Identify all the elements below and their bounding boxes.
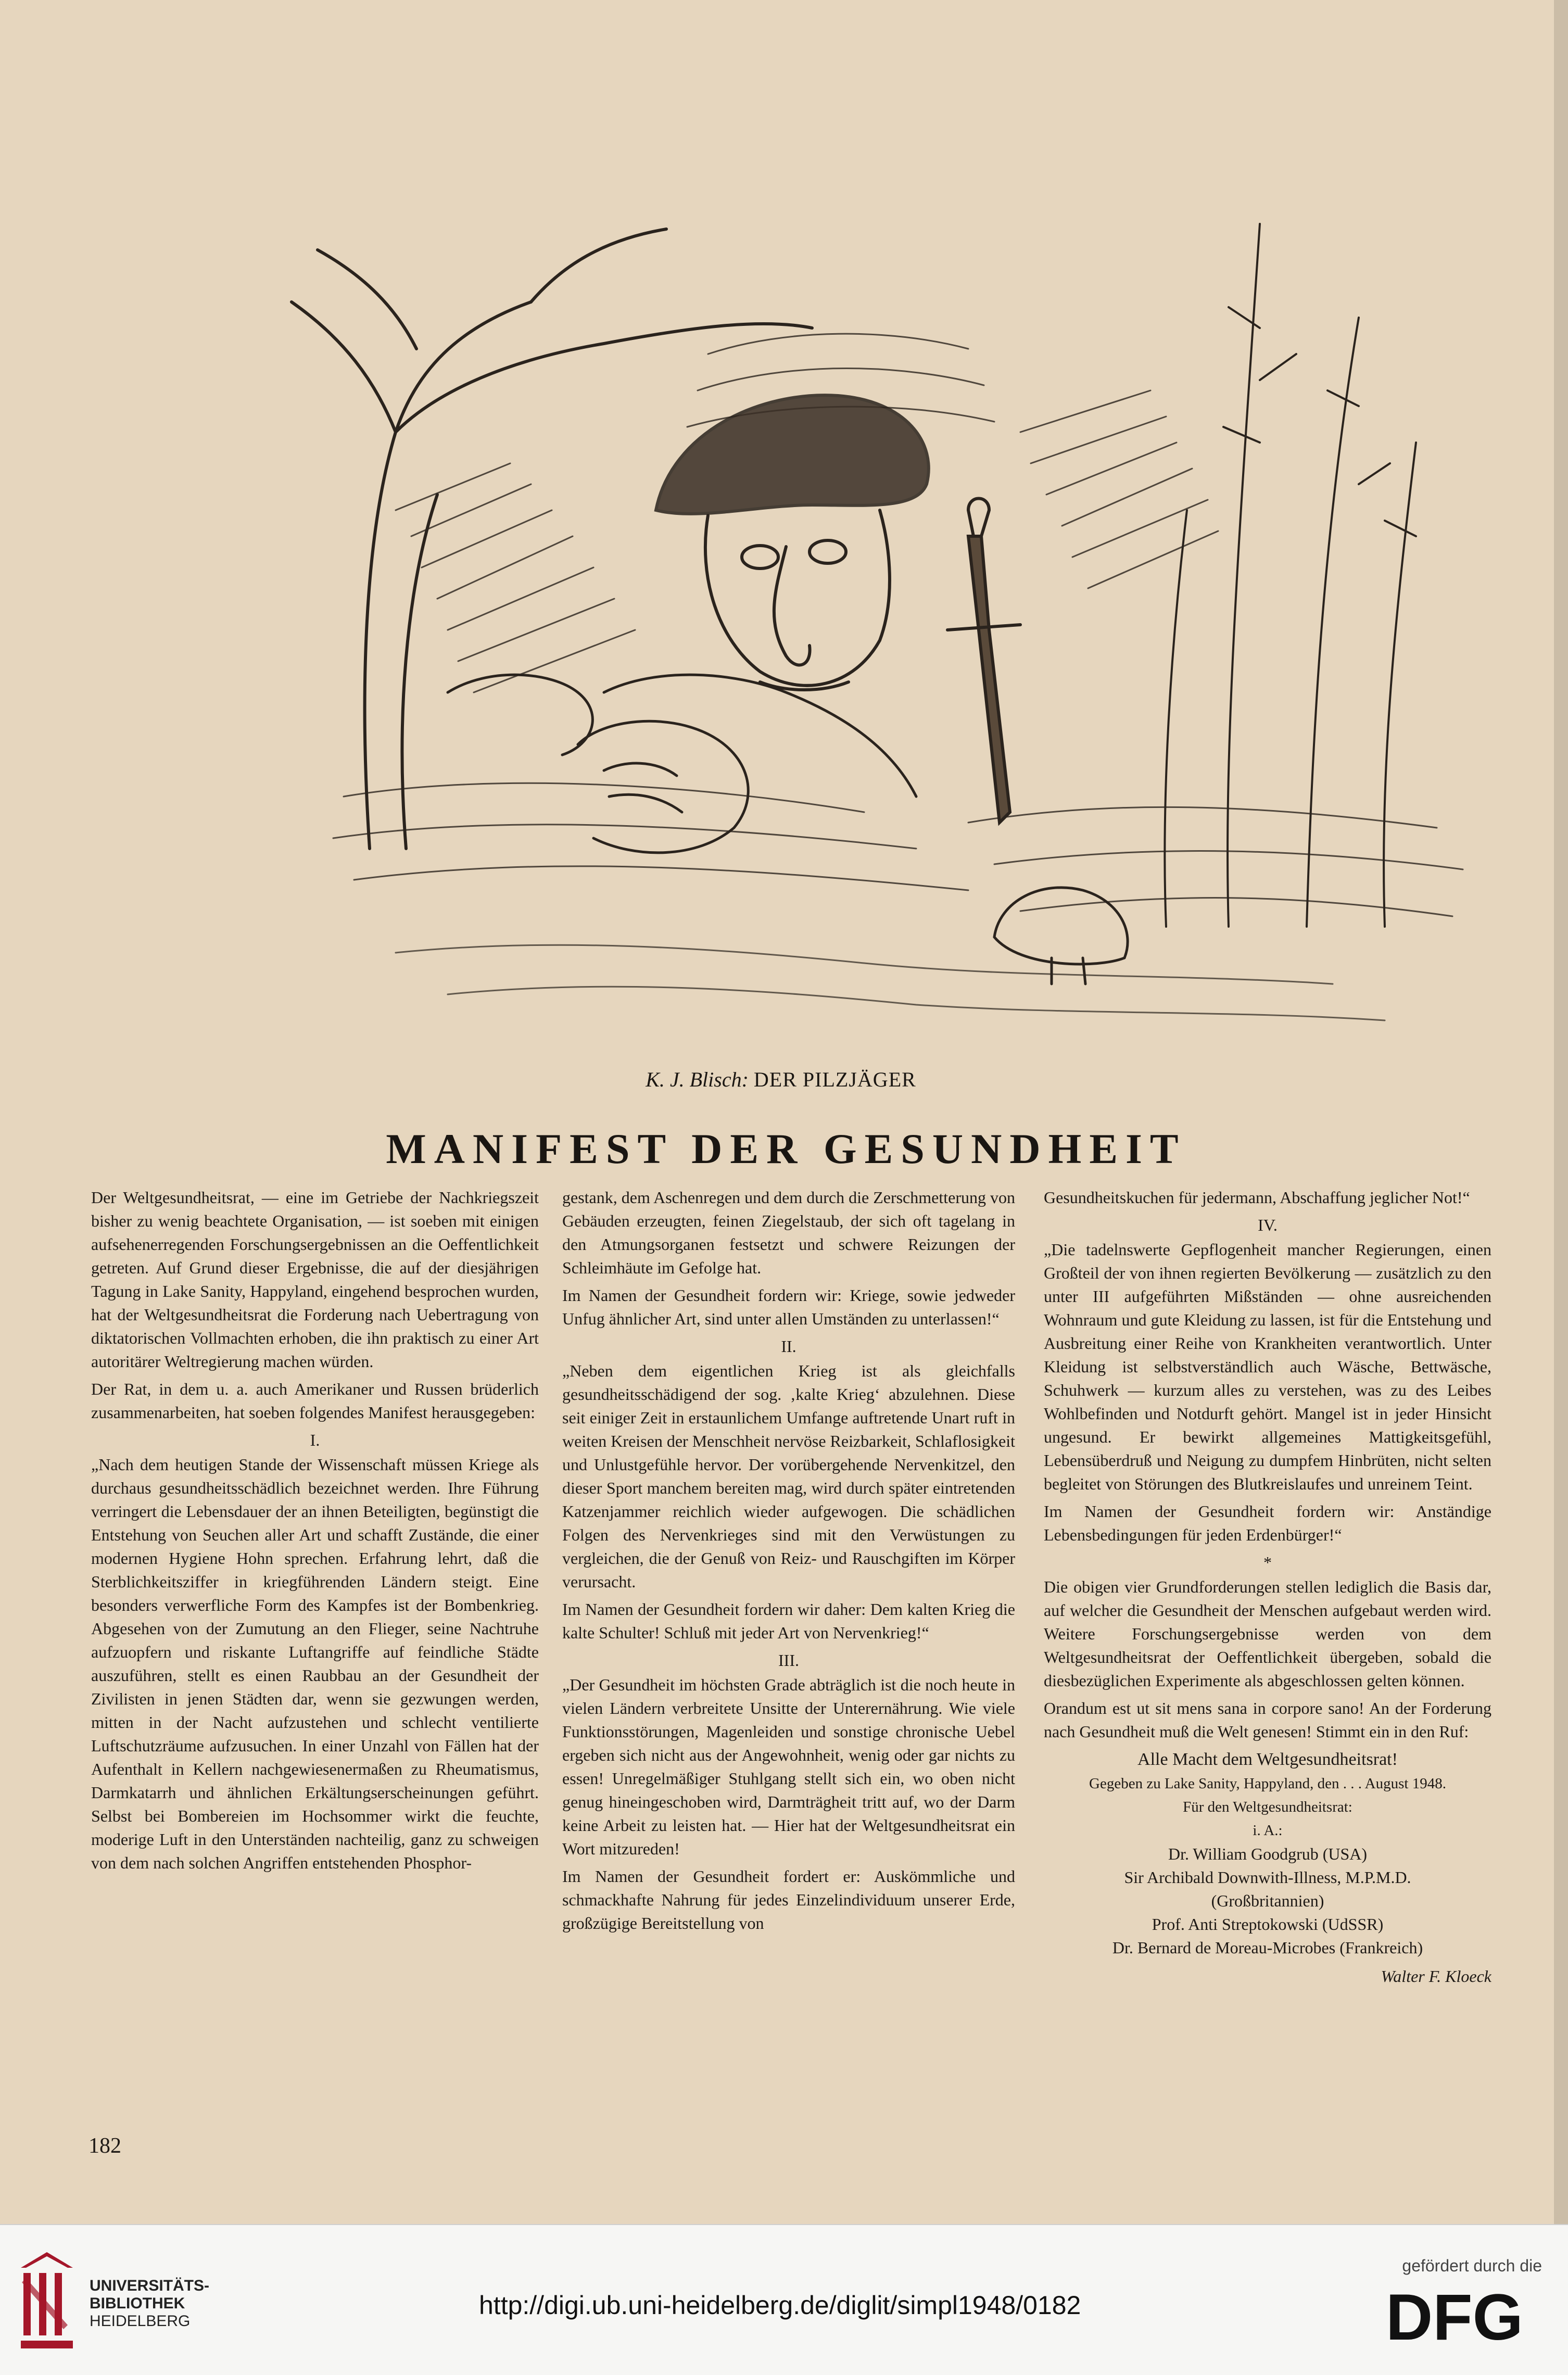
caption-title: DER PILZJÄGER	[753, 1068, 916, 1091]
section-2-text: „Neben dem eigentlichen Krieg ist als gleichfalls gesundheitsschädigend der sog. ‚kalte Krieg‘ abzulehnen. Diese seit einiger Zeit in erstaunlichem Umfange auftretende Unart ruft in weiten Kreisen der Menschheit nervöse Reizbarkeit, Schlaflosigkeit und Unlustgefühle hervor. Der vorübergehende Nervenkitzel, den dieser Sport manchem bereiten mag, wird durch später eintretenden Katzenjammer reichlich wieder aufgewogen. Die schädlichen Folgen des Nervenkrieges sind mit den Verwüstungen zu vergleichen, die der Genuß von Reiz- und Rauschgiften im Körper verursacht.	[562, 1361, 1015, 1591]
illustration-pilzjaeger	[239, 172, 1499, 1057]
university-library-logo-icon	[16, 2247, 78, 2356]
page-number: 182	[88, 2134, 121, 2158]
for-council-line: Für den Weltgesundheitsrat:	[1183, 1799, 1352, 1815]
section-1-demand: Im Namen der Gesundheit fordern wir: Kriege, sowie jedweder Unfug ähnlicher Art, sind unter allen Umständen zu unterlassen!“	[562, 1286, 1015, 1328]
library-name	[90, 2277, 209, 2330]
section-3-continuation: Gesundheitskuchen für jedermann, Abschaffung jeglicher Not!“	[1044, 1188, 1470, 1207]
slogan: Alle Macht dem Weltgesundheitsrat!	[1137, 1750, 1398, 1769]
dfg-logo-icon	[1386, 2285, 1542, 2347]
signatory-3: Prof. Anti Streptokowski (UdSSR)	[1152, 1915, 1384, 1934]
signatory-4: Dr. Bernard de Moreau-Microbes (Frankreich)	[1112, 1938, 1423, 1957]
section-2-demand: Im Namen der Gesundheit fordern wir daher: Dem kalten Krieg die kalte Schulter! Schluß mit jeder Art von Nervenkrieg!“	[562, 1600, 1015, 1642]
intro-paragraph-2: Der Rat, in dem u. a. auch Amerikaner und Russen brüderlich zusammenarbeiten, hat soeben folgendes Manifest herausgegeben:	[91, 1380, 539, 1422]
signatory-2-country: (Großbritannien)	[1211, 1891, 1324, 1910]
section-4-demand: Im Namen der Gesundheit fordern wir: Anständige Lebensbedingungen für jeden Erdenbürger!“	[1044, 1502, 1491, 1544]
signatory-2: Sir Archibald Downwith-Illness, M.P.M.D.	[1124, 1868, 1411, 1887]
permalink-url[interactable]: http://digi.ub.uni-heidelberg.de/diglit/simpl1948/0182	[479, 2291, 1081, 2320]
library-name-line-3: HEIDELBERG	[90, 2313, 191, 2330]
illustration-caption	[521, 1067, 1041, 1092]
caption-artist: K. J. Blisch:	[646, 1068, 749, 1091]
intro-paragraph-1: Der Weltgesundheitsrat, — eine im Getriebe der Nachkriegszeit bisher zu wenig beachtete Organisation, — ist soeben mit einigen aufsehenerregenden Forschungsergebnissen an die Oeffentlichkeit getreten. Auf Grund dieser Ergebnisse, die auf der diesjährigen Tagung in Lake Sanity, Happyland, eingehend besprochen wurden, hat der Weltgesundheitsrat die Forderung nach Uebertragung von diktatorischen Vollmachten erhoben, die ihn praktisch zu einer Art autoritärer Weltregierung machen würden.	[91, 1188, 539, 1371]
library-name-line-2: BIBLIOTHEK	[90, 2295, 185, 2312]
given-at-line: Gegeben zu Lake Sanity, Happyland, den . . . August 1948.	[1089, 1775, 1446, 1792]
section-heading-1: I.	[310, 1431, 320, 1449]
text-column-2	[562, 1186, 1015, 2100]
section-heading-4: IV.	[1258, 1216, 1278, 1234]
section-1-continuation: gestank, dem Aschenregen und dem durch die Zerschmetterung von Gebäuden erzeugten, feinen Ziegelstaub, der sich oft tagelang in den Atmungsorganen festsetzt und schwere Reizungen der Schleimhäute im Gefolge hat.	[562, 1188, 1015, 1277]
viewer-footer	[0, 2224, 1568, 2375]
section-3-text: „Der Gesundheit im höchsten Grade abträglich ist die noch heute in vielen Ländern verbreitete Unsitte der Unterernährung. Wie viele Funktionsstörungen, Magenleiden und sonstige chronische Uebel ergeben sich nicht aus der Angewohnheit, wenig oder gar nichts zu essen! Unregelmäßiger Stuhlgang stellt sich ein, wo oben nicht genug hineingeschoben wird, Darmträgheit tritt auf, wo der Darm keine Arbeit zu leisten hat. — Hier hat der Weltgesundheitsrat ein Wort mitzureden!	[562, 1675, 1015, 1858]
article-headline: MANIFEST DER GESUNDHEIT	[386, 1125, 1186, 1172]
funded-by-label: gefördert durch die	[1402, 2256, 1542, 2275]
asterisk-separator: *	[1263, 1553, 1272, 1572]
signatory-1: Dr. William Goodgrub (USA)	[1168, 1845, 1368, 1863]
author-signature: Walter F. Kloeck	[1381, 1967, 1491, 1986]
section-4-text: „Die tadelnswerte Gepflogenheit mancher Regierungen, einen Großteil der von ihnen regierten Bevölkerung — zusätzlich zu den unter III aufgeführten Mißständen — ohne ausreichenden Wohnraum und gute Kleidung zu lassen, ist für die Entstehung und Ausbreitung einer Reihe von Krankheiten verantwortlich. Unter Kleidung ist selbstverständlich auch Wäsche, Bettwäsche, Schuhwerk — kurzum alles zu verstehen, was zu des Leibes Wohlbefinden und Notdurft gehört. Mangel ist in jeder Hinsicht ungesund. Er bewirkt allgemeines Mattigkeitsgefühl, Lebensüberdruß und Neigung zu dumpfem Hinbrüten, nicht selten begleitet von Störungen des Blutkreislaufes und unreinem Teint.	[1044, 1240, 1491, 1493]
closing-paragraph-2: Orandum est ut sit mens sana in corpore sano! An der Forderung nach Gesundheit muß die Welt genesen! Stimmt ein in den Ruf:	[1044, 1699, 1491, 1741]
section-1-text: „Nach dem heutigen Stande der Wissenschaft müssen Kriege als durchaus gesundheitsschädlich bezeichnet werden. Ihre Führung verringert die Lebensdauer der an ihnen Beteiligten, begünstigt die Entstehung von Seuchen aller Art und schafft Zustände, die einer modernen Hygiene Hohn sprechen. Erfahrung lehrt, daß die Sterblichkeitsziffer in kriegführenden Ländern steigt. Eine besonders verwerfliche Form des Kampfes ist der Bombenkrieg. Abgesehen von der Zumutung an den Flieger, seine Nachtruhe aufzuopfern und riskante Luftangriffe auf feindliche Städte auszuführen, stellt es einen Raubbau an der Gesundheit der Zivilisten in jenen Städten dar, wenn sie gezwungen werden, mitten in der Nacht aufzustehen und schlecht ventilierte Luftschutzräume aufzusuchen. In einer Unzahl von Fällen hat der Aufenthalt in Kellern nachgewiesenermaßen zu Rheumatismus, Darmkatarrh und ähnlichen Erkältungserscheinungen geführt. Selbst bei Bombereien im Hochsommer wirkt die feuchte, moderige Luft in den Unterständen nachteilig, ganz zu schweigen von dem nach solchen Angriffen entstehenden Phosphor-	[91, 1455, 539, 1872]
library-name-line-1: UNIVERSITÄTS-	[90, 2277, 210, 2294]
ia-line: i. A.:	[1253, 1822, 1283, 1839]
section-heading-3: III.	[778, 1651, 799, 1670]
section-3-demand: Im Namen der Gesundheit fordert er: Auskömmliche und schmackhafte Nahrung für jedes Einzelindividuum unserer Erde, großzügige Bereitstellung von	[562, 1867, 1015, 1932]
closing-paragraph-1: Die obigen vier Grundforderungen stellen lediglich die Basis dar, auf welcher die Gesundheit der Menschen aufgebaut werden wird. Weitere Forschungsergebnisse werden von dem Weltgesundheitsrat der Oeffentlichkeit übergeben, sobald die diesbezüglichen Experimente als abgeschlossen gelten können.	[1044, 1577, 1491, 1690]
page-fold-edge	[1554, 0, 1568, 2224]
section-heading-2: II.	[781, 1337, 796, 1356]
dfg-logo-text: DFG	[1386, 2285, 1523, 2347]
text-column-3	[1044, 1186, 1491, 2100]
text-column-1	[91, 1186, 539, 2100]
